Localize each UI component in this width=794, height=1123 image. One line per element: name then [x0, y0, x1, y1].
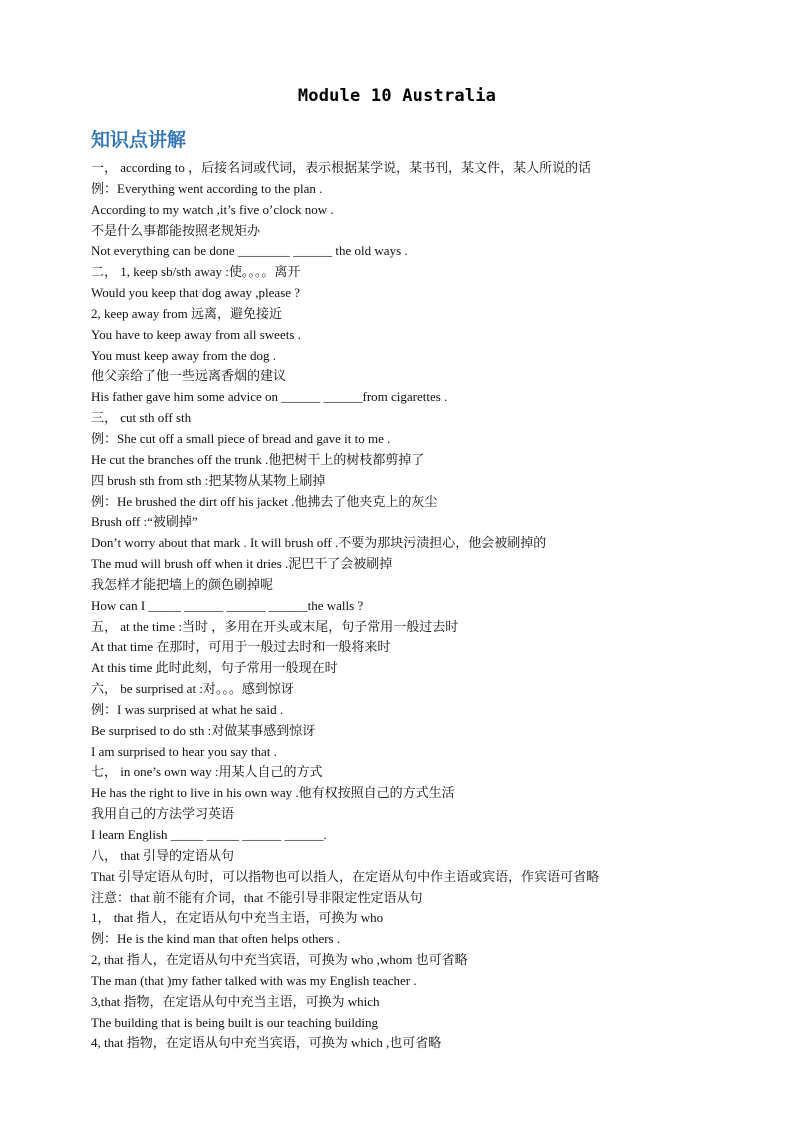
page-title: Module 10 Australia	[297, 86, 497, 106]
text-line: I am surprised to hear you say that .	[91, 743, 277, 759]
text-line: 二， 1, keep sb/sth away :使。。。。离开	[91, 264, 301, 280]
text-line: 3,that 指物，在定语从句中充当主语，可换为 which	[91, 993, 380, 1009]
text-line: 四 brush sth from sth :把某物从某物上刷掉	[91, 472, 326, 488]
text-line: You have to keep away from all sweets .	[91, 326, 301, 342]
text-line: At this time 此时此刻，句子常用一般现在时	[91, 660, 338, 676]
text-line: You must keep away from the dog .	[91, 347, 276, 363]
text-line: He cut the branches off the trunk .他把树干上的树枝都剪掉了	[91, 451, 425, 467]
text-line: 五， at the time :当时 ，多用在开头或末尾，句子常用一般过去时	[91, 618, 459, 634]
text-line: At that time 在那时，可用于一般过去时和一般将来时	[91, 639, 391, 655]
text-line: 例：I was surprised at what he said .	[91, 701, 284, 717]
text-line: 例：He brushed the dirt off his jacket .他拂去了他夹克上的灰尘	[91, 493, 438, 509]
text-line: 八， that 引导的定语从句	[91, 847, 234, 863]
text-line: 七， in one’s own way :用某人自己的方式	[91, 764, 323, 780]
text-line: 我怎样才能把墙上的颜色刷掉呢	[91, 576, 274, 592]
text-line: 2, keep away from 远离，避免接近	[91, 305, 282, 321]
section-heading: 知识点讲解	[91, 129, 187, 151]
text-line: That 引导定语从句时，可以指物也可以指人，在定语从句中作主语或宾语，作宾语可省略	[91, 868, 600, 884]
text-line: 例：Everything went according to the plan .	[91, 180, 323, 196]
text-line: His father gave him some advice on ______ ______from cigarettes .	[91, 389, 448, 405]
text-line: 4, that 指物，在定语从句中充当宾语，可换为 which ,也可省略	[91, 1035, 442, 1051]
text-line: The mud will brush off when it dries .泥巴干了会被刷掉	[91, 556, 393, 572]
text-line: The building that is being built is our teaching building	[91, 1014, 379, 1030]
text-line: Would you keep that dog away ,please ?	[91, 285, 301, 301]
text-line: According to my watch ,it’s five o’clock now .	[91, 201, 334, 217]
text-line: How can I _____ ______ ______ ______the walls ?	[91, 597, 364, 613]
text-line: I learn English _____ _____ ______ ______.	[91, 827, 327, 842]
text-line: Not everything can be done ________ ______ the old ways .	[91, 243, 408, 259]
text-line: 2, that 指人，在定语从句中充当宾语，可换为 who ,whom 也可省略	[91, 952, 468, 968]
text-line: 一， according to ，后接名词或代词，表示根据某学说，某书刊，某文件，某人所说的话	[91, 160, 592, 175]
text-line: 他父亲给了他一些远离香烟的建议	[91, 368, 287, 384]
text-line: 1， that 指人，在定语从句中充当主语，可换为 who	[91, 910, 384, 926]
text-line: 我用自己的方法学习英语	[91, 806, 235, 822]
text-line: Don’t worry about that mark . It will brush off .不要为那块污渍担心，他会被刷掉的	[91, 535, 547, 551]
text-line: 不是什么事都能按照老规矩办	[91, 222, 261, 238]
body-text	[91, 158, 731, 1054]
text-line: Brush off :“被刷掉”	[91, 514, 198, 530]
text-line: 三， cut sth off sth	[91, 410, 192, 426]
text-line: 六， be surprised at :对。。。感到惊讶	[91, 681, 294, 697]
text-line: 注意：that 前不能有介词，that 不能引导非限定性定语从句	[91, 889, 423, 905]
text-line: He has the right to live in his own way .他有权按照自己的方式生活	[91, 785, 455, 801]
text-line: 例：She cut off a small piece of bread and gave it to me .	[91, 430, 391, 446]
text-line: Be surprised to do sth :对做某事感到惊讶	[91, 722, 316, 738]
text-line: The man (that )my father talked with was my English teacher .	[91, 972, 417, 988]
text-line: 例：He is the kind man that often helps others .	[91, 931, 341, 947]
